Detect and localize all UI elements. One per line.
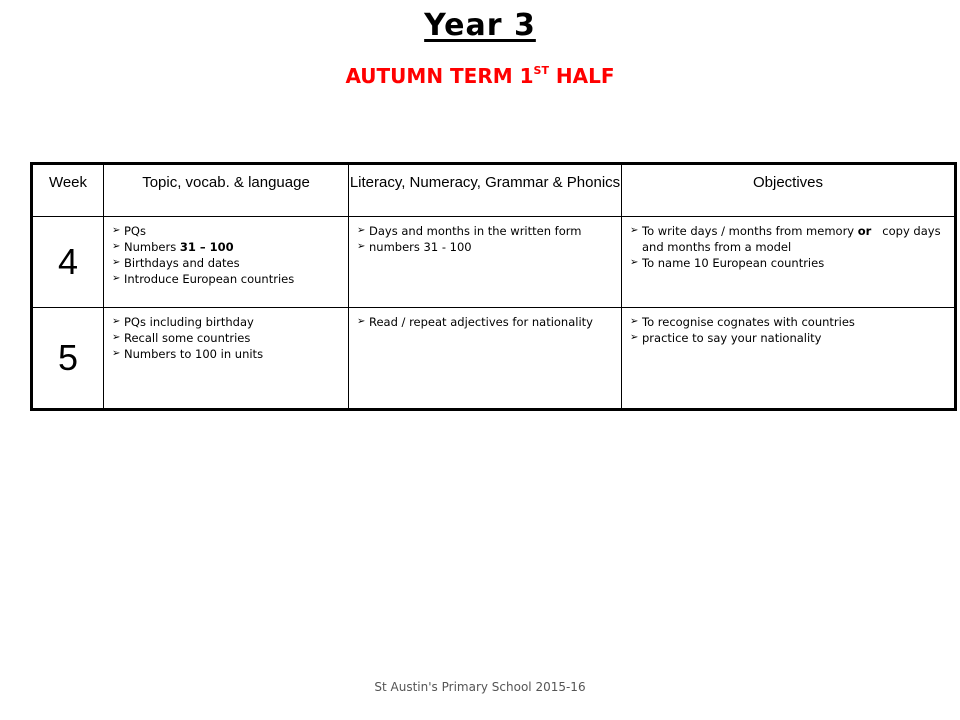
- list-item: ➢ practice to say your nationality: [632, 330, 948, 346]
- subtitle-suffix: HALF: [548, 64, 615, 88]
- table-row: [32, 308, 956, 410]
- list-item: ➢ numbers 31 - 100: [359, 239, 615, 255]
- column-header-week: Week: [32, 164, 104, 217]
- topic-cell: [104, 217, 349, 308]
- list-item: ➢ To write days / months from memory or copy days and months from a model: [632, 223, 948, 255]
- list-item: ➢ Days and months in the written form: [359, 223, 615, 239]
- footer-text: St Austin's Primary School 2015-16: [374, 680, 586, 694]
- list-item: ➢ To recognise cognates with countries: [632, 314, 948, 330]
- topic-cell: [104, 308, 349, 410]
- page-title: [0, 6, 960, 46]
- objectives-cell: [622, 217, 956, 308]
- objectives-list: [622, 308, 954, 346]
- literacy-list: [349, 308, 621, 330]
- table-row: [32, 217, 956, 308]
- column-header-literacy: Literacy, Numeracy, Grammar & Phonics: [349, 164, 622, 217]
- column-header-topic: Topic, vocab. & language: [104, 164, 349, 217]
- subtitle-text: AUTUMN TERM 1: [345, 64, 534, 88]
- list-item: ➢ Numbers to 100 in units: [114, 346, 342, 362]
- topic-list: [104, 217, 348, 287]
- list-item: ➢ Birthdays and dates: [114, 255, 342, 271]
- week-number: 4: [32, 217, 104, 308]
- list-item: ➢ PQs: [114, 223, 342, 239]
- table-header-row: [32, 164, 956, 217]
- list-item: ➢ Read / repeat adjectives for nationality: [359, 314, 615, 330]
- list-item: ➢ Introduce European countries: [114, 271, 342, 287]
- literacy-cell: [349, 308, 622, 410]
- topic-list: [104, 308, 348, 362]
- literacy-list: [349, 217, 621, 255]
- subtitle-superscript: ST: [533, 64, 549, 77]
- page-subtitle: [0, 56, 960, 91]
- page-title-text: Year 3: [424, 8, 536, 43]
- list-item: ➢ Numbers 31 – 100: [114, 239, 342, 255]
- objectives-list: [622, 217, 954, 271]
- list-item: ➢ To name 10 European countries: [632, 255, 948, 271]
- week-number: 5: [32, 308, 104, 410]
- list-item: ➢ Recall some countries: [114, 330, 342, 346]
- planning-table: [30, 162, 957, 411]
- literacy-cell: [349, 217, 622, 308]
- objectives-cell: [622, 308, 956, 410]
- column-header-objectives: Objectives: [622, 164, 956, 217]
- list-item: ➢ PQs including birthday: [114, 314, 342, 330]
